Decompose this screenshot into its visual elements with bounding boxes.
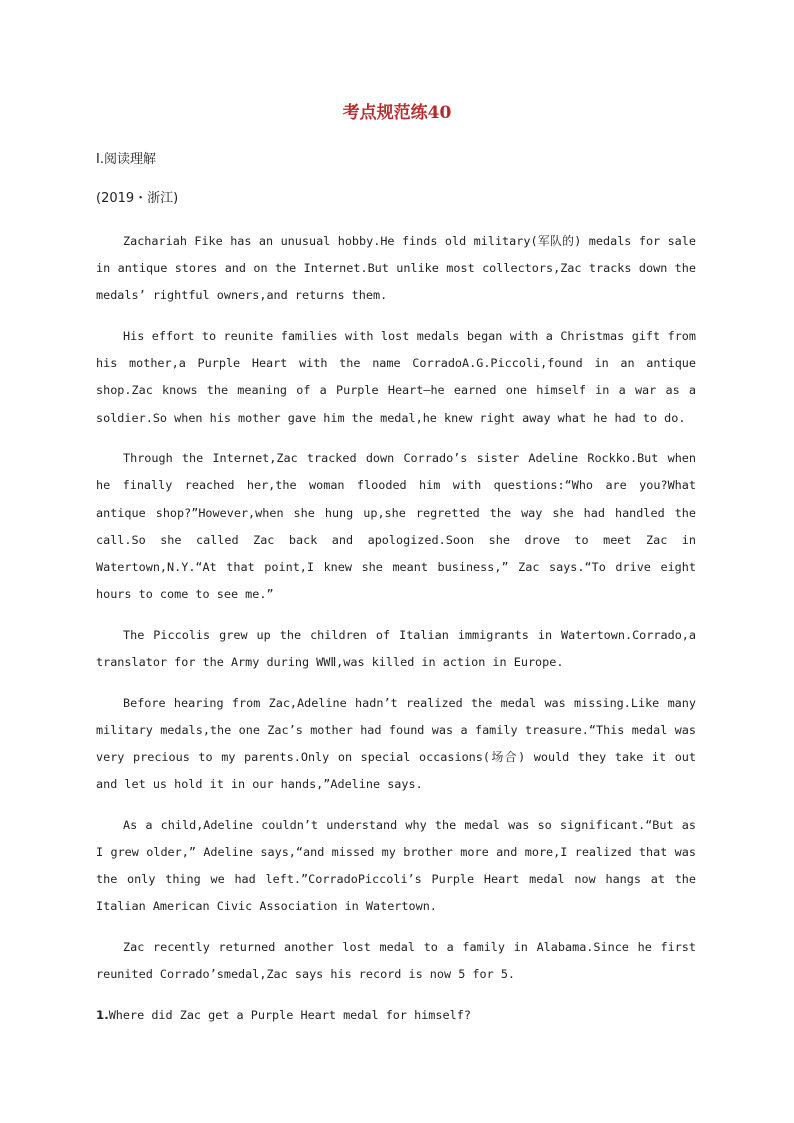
paragraph: Before hearing from Zac,Adeline hadn’t realized the medal was missing.Like many military medals,the one Zac’s mother had found was a family treasure.“This medal was very precious to my parents.Only on special occasions(场合) would they take it out and let us hold it in our hands,”Adeline says. [96, 695, 696, 792]
source-label: (2019・浙江) [96, 191, 179, 206]
question-number: 1. [96, 1007, 109, 1022]
paragraph: As a child,Adeline couldn’t understand why the medal was so significant.“But as I grew older,” Adeline says,“and missed my brother more and more,I realized that was the only thing we had left.”CorradoPiccoli’s Purple Heart medal now hangs at the Italian American Civic Association in Watertown. [96, 817, 696, 914]
paragraph: Through the Internet,Zac tracked down Corrado’s sister Adeline Rockko.But when he finally reached her,the woman flooded him with questions:“Who are you?What antique shop?”However,when she hung up,she regretted the way she had handled the call.So she called Zac back and apologized.Soon she drove to meet Zac in Watertown,N.Y.“At that point,I knew she meant business,” Zac says.“To drive eight hours to come to see me.” [96, 451, 696, 602]
question-text: Where did Zac get a Purple Heart medal for himself? [108, 1007, 471, 1022]
page-title: 考点规范练40 [342, 103, 452, 123]
paragraph: Zachariah Fike has an unusual hobby.He finds old military(军队的) medals for sale in antique stores and on the Internet.But unlike most collectors,Zac tracks down the medals’ rightful owners,and returns them. [96, 234, 696, 303]
passage-body [96, 228, 696, 1042]
section-heading: Ⅰ.阅读理解 [96, 152, 156, 167]
paragraph: Zac recently returned another lost medal to a family in Alabama.Since he first reunited Corrado’smedal,Zac says his record is now 5 for 5. [96, 940, 696, 982]
paragraph: The Piccolis grew up the children of Italian immigrants in Watertown.Corrado,a translator for the Army during WWⅡ,was killed in action in Europe. [96, 627, 696, 670]
question-item [96, 1002, 696, 1029]
paragraph: His effort to reunite families with lost medals began with a Christmas gift from his mother,a Purple Heart with the name CorradoA.G.Piccoli,found in an antique shop.Zac knows the meaning of a Purple Heart—he earned one himself in a war as a soldier.So when his mother gave him the medal,he knew right away what he had to do. [96, 329, 696, 425]
